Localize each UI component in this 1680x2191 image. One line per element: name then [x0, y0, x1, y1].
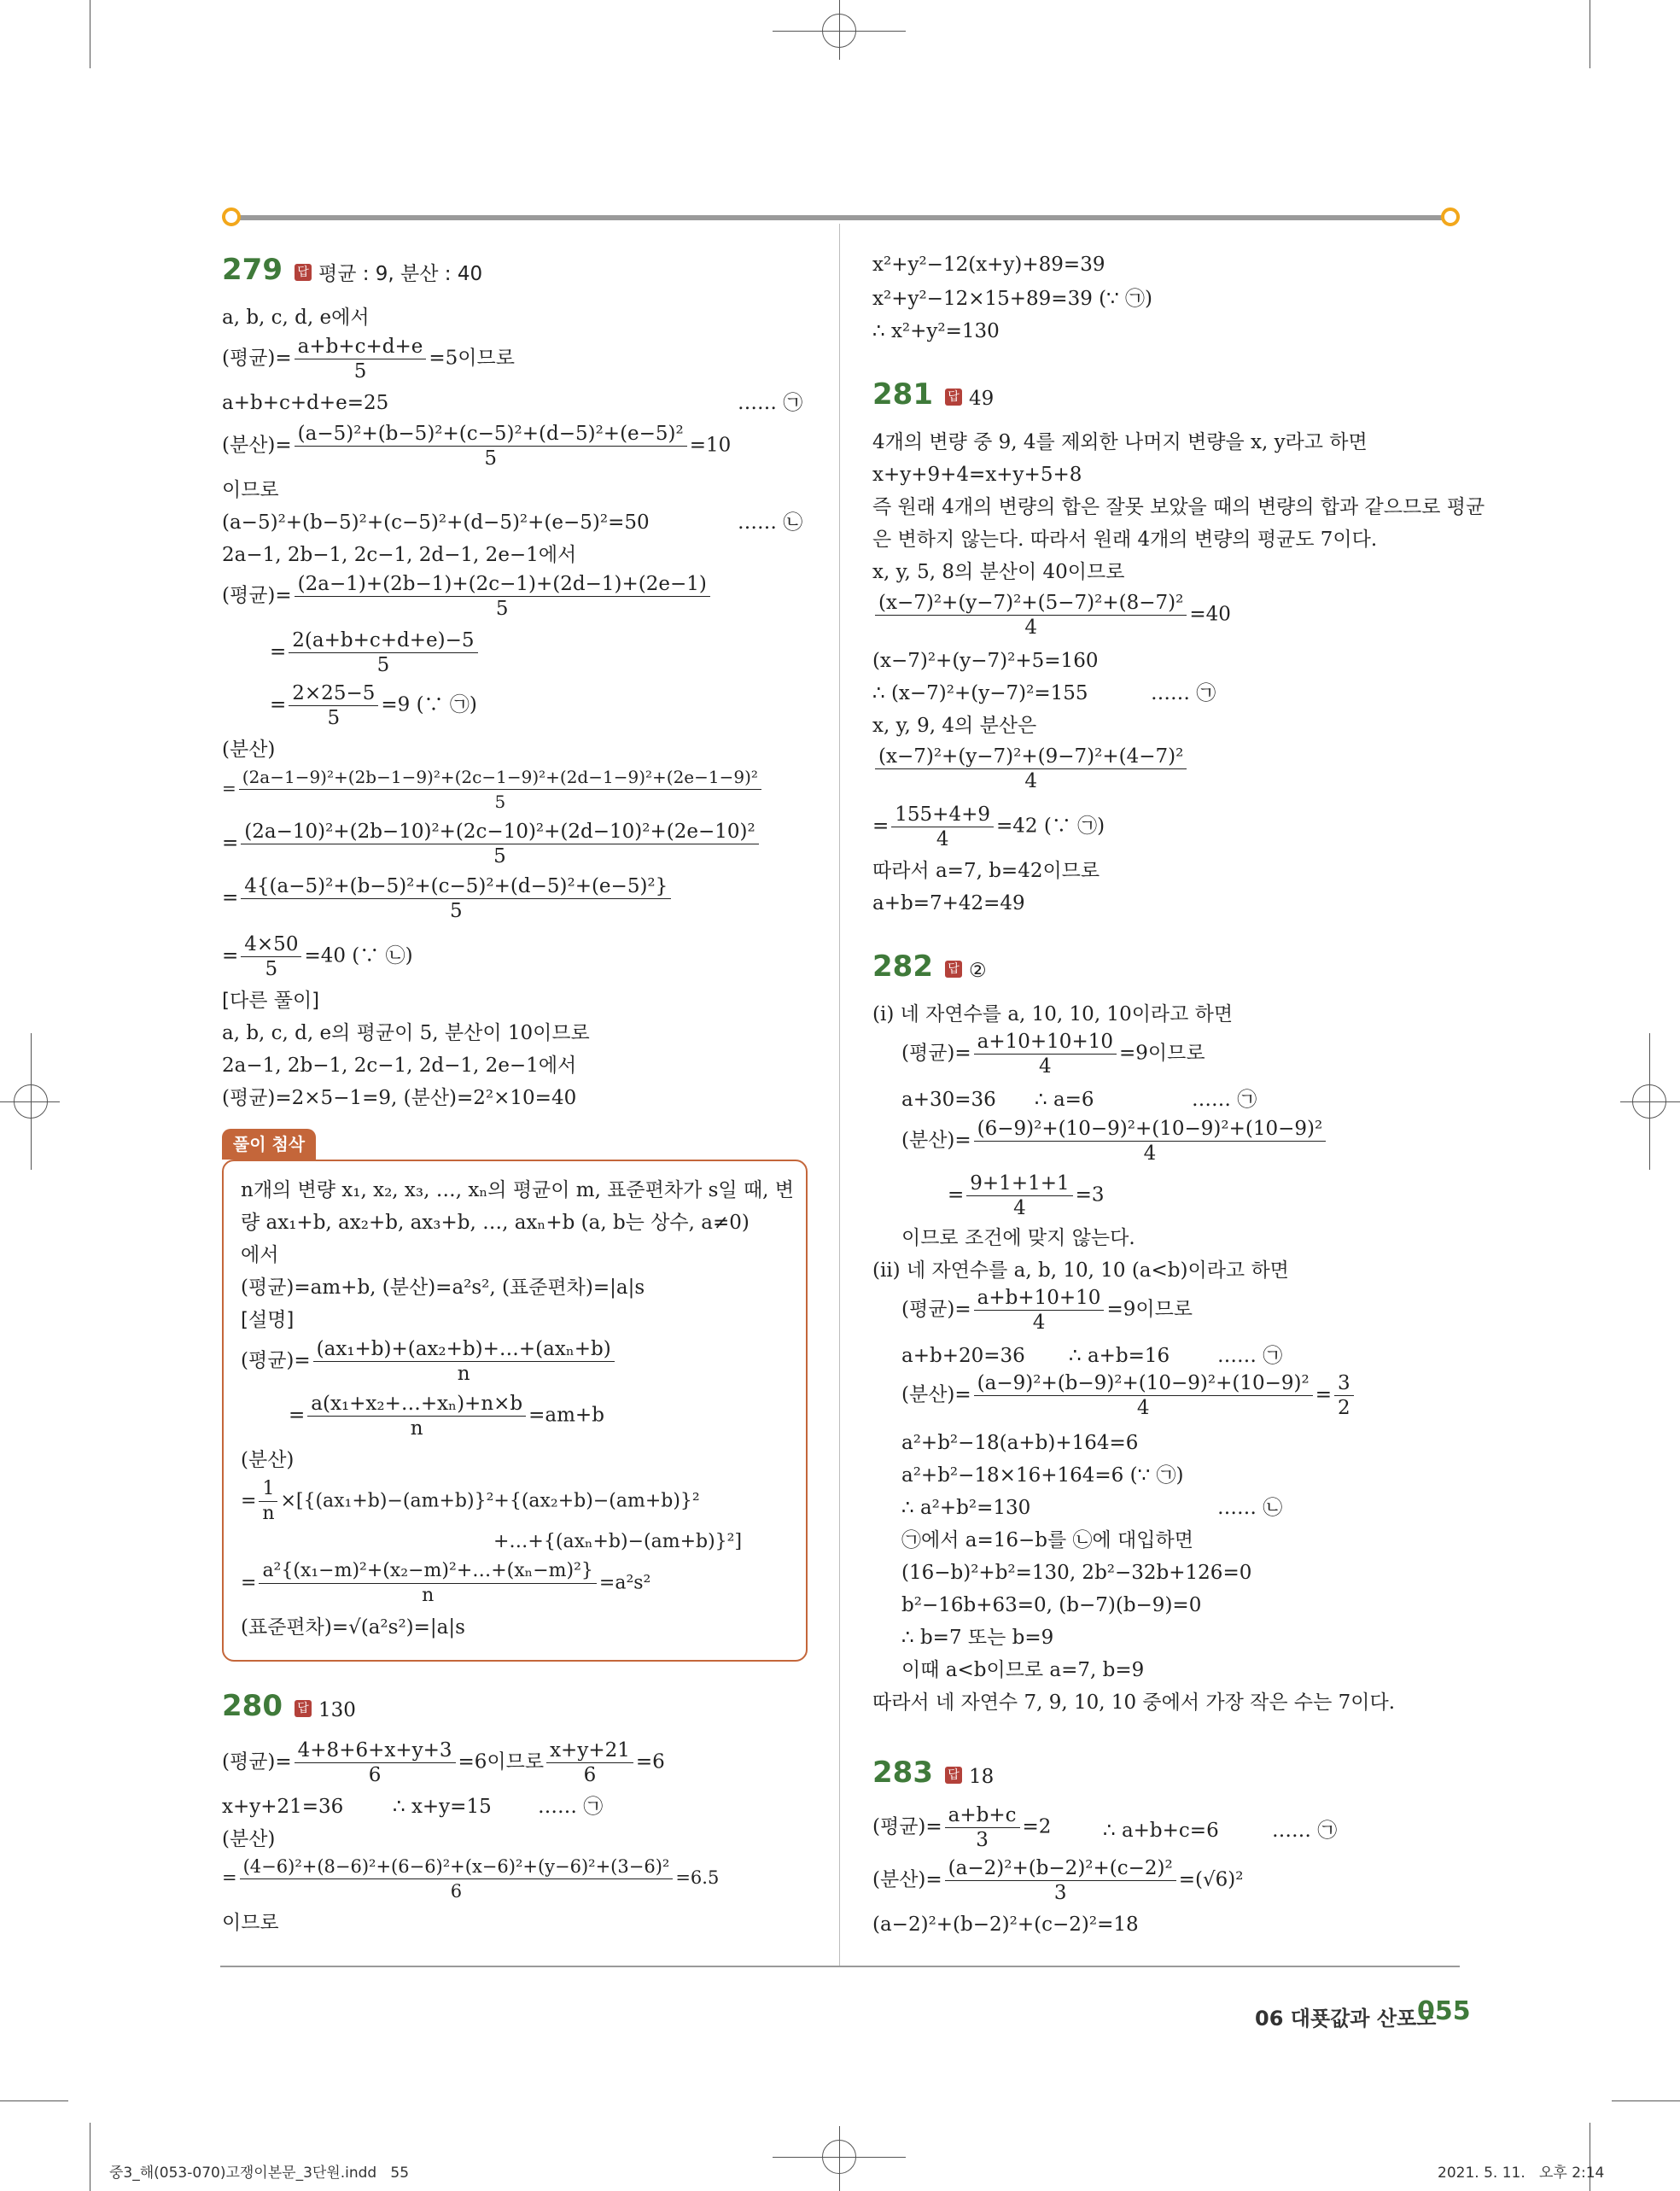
- answer-text: ②: [968, 960, 987, 982]
- text-line: (분산): [241, 1449, 295, 1471]
- text-line: n개의 변량 x₁, x₂, x₃, …, xₙ의 평균이 m, 표준편차가 s일 때, 변: [241, 1179, 795, 1201]
- text-line: 이때 a<b이므로 a=7, b=9: [901, 1659, 1145, 1681]
- denominator: 4: [1039, 1055, 1052, 1078]
- text-line: (분산): [222, 1828, 276, 1850]
- text: (평균)=: [222, 347, 292, 370]
- header-rule-dot: [222, 207, 241, 226]
- denominator: 4: [1013, 1197, 1026, 1219]
- registration-mark: [1632, 1084, 1666, 1119]
- text: =10: [689, 434, 732, 457]
- fraction: [945, 1856, 1176, 1905]
- fraction: [945, 1803, 1020, 1852]
- numerator: (2a−10)²+(2b−10)²+(2c−10)²+(2d−10)²+(2e−10)²: [241, 820, 758, 844]
- denominator: 2: [1338, 1397, 1350, 1419]
- numerator: (4−6)²+(8−6)²+(6−6)²+(x−6)²+(y−6)²+(3−6)²: [240, 1855, 674, 1879]
- text-line: a, b, c, d, e의 평균이 5, 분산이 10이므로: [222, 1022, 590, 1044]
- equation-line: [948, 1171, 1105, 1220]
- denominator: 5: [327, 707, 341, 729]
- numerator: 2(a+b+c+d+e)−5: [289, 628, 477, 653]
- problem-header-281: [872, 376, 994, 413]
- equation-line: [872, 803, 1105, 851]
- answer-text: 130: [318, 1699, 356, 1721]
- equation-line: (x−7)²+(y−7)²+5=160: [872, 650, 1099, 672]
- fraction: [974, 1117, 1327, 1166]
- text-line: 4개의 변량 중 9, 4를 제외한 나머지 변량을 x, y라고 하면: [872, 431, 1368, 453]
- problem-header-280: [222, 1687, 356, 1725]
- text-line: (분산): [222, 739, 276, 761]
- numerator: 3: [1334, 1371, 1354, 1396]
- fraction: [295, 422, 687, 470]
- text-line: (표준편차)=√(a²s²)=|a|s: [241, 1616, 465, 1639]
- equation-line: +…+{(axₙ+b)−(am+b)}²]: [493, 1531, 743, 1552]
- equation-line: [872, 591, 1231, 640]
- answer-icon: 답: [945, 389, 962, 406]
- text: =: [222, 778, 236, 798]
- denominator: 5: [484, 447, 498, 470]
- alt-solution-heading: [다른 풀이]: [222, 990, 320, 1012]
- text-line: 량 ax₁+b, ax₂+b, ax₃+b, …, axₙ+b (a, b는 상수, a≠0): [241, 1212, 750, 1234]
- text-line: (평균)=2×5−1=9, (분산)=2²×10=40: [222, 1087, 577, 1109]
- fraction: [289, 628, 477, 677]
- text: (분산)=: [222, 434, 292, 457]
- denominator: 4: [936, 828, 949, 850]
- text: (평균)=: [872, 1815, 942, 1838]
- denominator: 5: [376, 654, 390, 676]
- problem-number: 280: [222, 1689, 283, 1723]
- denominator: 5: [265, 958, 278, 980]
- denominator: 5: [449, 900, 463, 922]
- equation-line: [222, 422, 731, 470]
- equation-line: [241, 1559, 650, 1608]
- fraction: [313, 1337, 615, 1386]
- explain-heading: [설명]: [241, 1309, 295, 1331]
- denominator: 4: [1143, 1142, 1157, 1165]
- denominator: 6: [450, 1881, 463, 1902]
- fraction: [974, 1030, 1117, 1078]
- text: (평균)=: [222, 1750, 292, 1773]
- equation-line: [289, 1392, 604, 1440]
- denominator: 4: [1024, 616, 1037, 639]
- text-line: x, y, 5, 8의 분산이 40이므로: [872, 561, 1125, 583]
- fraction: [891, 803, 994, 851]
- answer-icon: 답: [295, 264, 312, 281]
- equation-line: a²+b²−18×16+164=6 (∵ ㉠): [901, 1464, 1184, 1487]
- fraction: [295, 335, 427, 383]
- answer-text: 49: [968, 388, 995, 410]
- equation-line: b²−16b+63=0, (b−7)(b−9)=0: [901, 1594, 1202, 1616]
- fraction: [241, 932, 301, 981]
- equation-line: [222, 1738, 665, 1787]
- text: (평균)=: [222, 584, 292, 607]
- text: =: [222, 886, 239, 909]
- equation-line: [222, 765, 764, 814]
- fraction: [241, 820, 758, 868]
- fraction: [259, 1477, 277, 1526]
- numerator: a+10+10+10: [974, 1030, 1117, 1055]
- text-line: a, b, c, d, e에서: [222, 307, 370, 329]
- equation-line: [222, 820, 761, 868]
- problem-header-282: [872, 948, 987, 985]
- equation-line: x+y+9+4=x+y+5+8: [872, 464, 1082, 486]
- text-line: 즉 원래 4개의 변량의 합은 잘못 보았을 때의 변량의 합과 같으므로 평균: [872, 496, 1485, 518]
- numerator: (x−7)²+(y−7)²+(5−7)²+(8−7)²: [875, 591, 1187, 616]
- text: =40: [1189, 603, 1231, 626]
- denominator: 4: [1136, 1397, 1150, 1419]
- reference-mark: …… ㉠: [738, 392, 803, 414]
- numerator: 2×25−5: [289, 681, 378, 706]
- numerator: 4+8+6+x+y+3: [295, 1738, 456, 1763]
- equation-line: (a−5)²+(b−5)²+(c−5)²+(d−5)²+(e−5)²=50: [222, 511, 650, 534]
- numerator: a+b+c+d+e: [295, 335, 427, 359]
- numerator: (a−9)²+(b−9)²+(10−9)²+(10−9)²: [974, 1371, 1313, 1396]
- numerator: x+y+21: [546, 1738, 633, 1763]
- text: =40 (∵ ㉡): [304, 944, 413, 967]
- text: =: [222, 944, 239, 967]
- text-line: 이므로: [222, 1912, 279, 1934]
- text-line: (평균)=am+b, (분산)=a²s², (표준편차)=|a|s: [241, 1277, 645, 1299]
- equation-line: [270, 628, 481, 677]
- equation-line: [901, 1117, 1328, 1166]
- problem-header-283: [872, 1754, 994, 1791]
- fraction: [289, 681, 378, 730]
- equation-line: ∴ (x−7)²+(y−7)²=155: [872, 682, 1088, 704]
- text: (분산)=: [901, 1129, 971, 1152]
- chapter-title: 06 대푯값과 산포도: [1255, 2007, 1437, 2030]
- numerator: (6−9)²+(10−9)²+(10−9)²+(10−9)²: [974, 1117, 1327, 1142]
- fraction: [1334, 1371, 1354, 1420]
- fraction: [974, 1371, 1313, 1420]
- equation-line: x+y+21=36: [222, 1796, 344, 1818]
- denominator: n: [457, 1363, 470, 1385]
- equation-line: [901, 1286, 1193, 1335]
- denominator: 3: [976, 1829, 989, 1851]
- equation-line: a+b=7+42=49: [872, 892, 1025, 914]
- equation-line: [222, 572, 713, 621]
- text: =: [289, 1404, 306, 1427]
- denominator: 5: [353, 360, 367, 383]
- problem-number: 279: [222, 253, 283, 287]
- problem-header-279: [222, 251, 482, 289]
- equation-line: a+b+20=36: [901, 1345, 1025, 1367]
- text: =3: [1075, 1183, 1105, 1207]
- text: (평균)=: [241, 1349, 311, 1372]
- text-line: 은 변하지 않는다. 따라서 원래 4개의 변량의 평균도 7이다.: [872, 529, 1378, 551]
- denominator: 4: [1024, 770, 1037, 792]
- numerator: 4×50: [241, 932, 301, 957]
- reference-mark: …… ㉠: [538, 1796, 604, 1818]
- column-divider: [839, 224, 840, 1966]
- equation-line: [872, 1803, 1051, 1852]
- text-line: 에서: [241, 1244, 279, 1266]
- numerator: (2a−1−9)²+(2b−1−9)²+(2c−1−9)²+(2d−1−9)²+(2e−1−9)²: [239, 765, 761, 790]
- reference-mark: …… ㉠: [1151, 682, 1216, 704]
- numerator: a(x₁+x₂+…+xₙ)+n×b: [307, 1392, 526, 1417]
- equation-line: (16−b)²+b²=130, 2b²−32b+126=0: [901, 1562, 1252, 1584]
- fraction: [966, 1171, 1072, 1220]
- fraction: [239, 765, 761, 814]
- text-line: (ⅰ) 네 자연수를 a, 10, 10, 10이라고 하면: [872, 1003, 1234, 1025]
- equation-line: [241, 1477, 700, 1526]
- numerator: (a−5)²+(b−5)²+(c−5)²+(d−5)²+(e−5)²: [295, 422, 687, 447]
- denominator: 6: [368, 1764, 382, 1786]
- text: (분산)=: [901, 1383, 971, 1406]
- text-line: 이므로 조건에 맞지 않는다.: [901, 1227, 1135, 1249]
- reference-mark: …… ㉠: [1217, 1345, 1283, 1367]
- registration-mark: [822, 2140, 856, 2174]
- text-line: 2a−1, 2b−1, 2c−1, 2d−1, 2e−1에서: [222, 544, 577, 566]
- equation-line: ∴ a²+b²=130: [901, 1497, 1031, 1519]
- denominator: n: [422, 1585, 435, 1606]
- reference-mark: …… ㉡: [1217, 1497, 1283, 1519]
- equation-line: ∴ a+b=16: [1069, 1345, 1170, 1367]
- text: =: [1315, 1383, 1333, 1406]
- equation-line: (a−2)²+(b−2)²+(c−2)²=18: [872, 1913, 1139, 1936]
- text: =: [222, 832, 239, 855]
- text: =9 (∵ ㉠): [381, 693, 477, 716]
- crop-mark: [1612, 2100, 1680, 2101]
- text: =6.5: [675, 1867, 720, 1888]
- footer-rule: [220, 1966, 1460, 1967]
- file-name: 중3_해(053-070)고쟁이본문_3단원.indd 55: [109, 2165, 410, 2182]
- fraction: [875, 745, 1187, 793]
- equation-line: x²+y²−12×15+89=39 (∵ ㉠): [872, 288, 1153, 310]
- text: =: [948, 1183, 965, 1207]
- text: =42 (∵ ㉠): [996, 815, 1105, 838]
- text-line: 따라서 네 자연수 7, 9, 10, 10 중에서 가장 작은 수는 7이다.: [872, 1691, 1396, 1714]
- equation-line: ∴ x²+y²=130: [872, 320, 1000, 342]
- text-line: x, y, 9, 4의 분산은: [872, 715, 1037, 737]
- numerator: a+b+10+10: [974, 1286, 1105, 1311]
- numerator: a+b+c: [945, 1803, 1020, 1828]
- problem-number: 283: [872, 1756, 933, 1790]
- print-datetime: 2021. 5. 11. 오후 2:14: [1438, 2165, 1605, 2182]
- equation-line: [222, 335, 515, 383]
- equation-line: [901, 1371, 1356, 1420]
- text: =: [241, 1572, 257, 1594]
- numerator: (a−2)²+(b−2)²+(c−2)²: [945, 1856, 1176, 1881]
- equation-line: [901, 1030, 1205, 1078]
- equation-line: a+30=36: [901, 1089, 996, 1111]
- crop-mark: [0, 2100, 68, 2101]
- text: =: [872, 815, 890, 838]
- text: =(√6)²: [1178, 1868, 1244, 1891]
- text: =6: [635, 1750, 665, 1773]
- text-line: 2a−1, 2b−1, 2c−1, 2d−1, 2e−1에서: [222, 1055, 577, 1077]
- text-line: 이므로: [222, 479, 279, 501]
- problem-number: 282: [872, 949, 933, 984]
- text: =: [270, 640, 287, 663]
- equation-line: [222, 932, 413, 981]
- text: (분산)=: [872, 1868, 942, 1891]
- text: =2: [1022, 1815, 1052, 1838]
- text-line: ㉠에서 a=16−b를 ㉡에 대입하면: [901, 1529, 1193, 1551]
- fraction: [241, 874, 671, 923]
- equation-line: [872, 1856, 1243, 1905]
- text: =am+b: [528, 1404, 604, 1427]
- denominator: 5: [493, 845, 506, 868]
- registration-mark: [822, 14, 856, 48]
- registration-mark: [14, 1084, 48, 1119]
- page-number: 055: [1417, 1996, 1471, 2026]
- fraction: [307, 1392, 526, 1440]
- reference-mark: …… ㉠: [1272, 1820, 1338, 1842]
- equation-line: a+b+c+d+e=25: [222, 392, 389, 414]
- text-line: 따라서 a=7, b=42이므로: [872, 860, 1100, 882]
- answer-text: 평균 : 9, 분산 : 40: [318, 263, 483, 285]
- text: =: [270, 693, 287, 716]
- fraction: [546, 1738, 633, 1787]
- text: =6이므로: [458, 1750, 545, 1773]
- answer-icon: 답: [945, 1767, 962, 1784]
- fraction: [240, 1855, 674, 1903]
- text: (평균)=: [901, 1298, 971, 1321]
- header-rule-dot: [1441, 207, 1460, 226]
- text: =9이므로: [1118, 1042, 1205, 1065]
- fraction: [295, 1738, 456, 1787]
- text-line: (ⅱ) 네 자연수를 a, b, 10, 10 (a<b)이라고 하면: [872, 1259, 1289, 1282]
- equation-line: ∴ a=6: [1035, 1089, 1094, 1111]
- denominator: 5: [494, 792, 506, 812]
- tip-box-tag: 풀이 첨삭: [222, 1129, 316, 1160]
- fraction: [295, 572, 710, 621]
- header-rule: [232, 215, 1448, 220]
- fraction: [974, 1286, 1105, 1335]
- equation-line: [241, 1337, 617, 1386]
- equation-line: ∴ a+b+c=6: [1103, 1820, 1219, 1842]
- equation-line: ∴ x+y=15: [393, 1796, 492, 1818]
- numerator: (x−7)²+(y−7)²+(9−7)²+(4−7)²: [875, 745, 1187, 769]
- text: =: [222, 1867, 237, 1888]
- denominator: n: [410, 1417, 423, 1440]
- denominator: 5: [495, 598, 509, 620]
- equation-line: a²+b²−18(a+b)+164=6: [901, 1432, 1139, 1454]
- numerator: (2a−1)+(2b−1)+(2c−1)+(2d−1)+(2e−1): [295, 572, 710, 597]
- text: =5이므로: [429, 347, 515, 370]
- text: =: [241, 1490, 257, 1512]
- fraction: [875, 591, 1187, 640]
- denominator: 6: [583, 1764, 597, 1786]
- answer-text: 18: [968, 1766, 995, 1788]
- equation-line: [872, 745, 1189, 793]
- problem-number: 281: [872, 377, 933, 412]
- reference-mark: …… ㉠: [1192, 1089, 1257, 1111]
- reference-mark: …… ㉡: [738, 511, 803, 534]
- denominator: 4: [1032, 1312, 1046, 1334]
- numerator: 1: [259, 1477, 277, 1502]
- answer-icon: 답: [295, 1700, 312, 1717]
- denominator: 3: [1053, 1882, 1067, 1904]
- numerator: 4{(a−5)²+(b−5)²+(c−5)²+(d−5)²+(e−5)²}: [241, 874, 671, 899]
- text: =a²s²: [598, 1572, 651, 1594]
- text: =9이므로: [1106, 1298, 1193, 1321]
- text: (평균)=: [901, 1042, 971, 1065]
- equation-line: x²+y²−12(x+y)+89=39: [872, 254, 1105, 276]
- equation-line: [222, 874, 674, 923]
- text: ×[{(ax₁+b)−(am+b)}²+{(ax₂+b)−(am+b)}²: [280, 1490, 700, 1512]
- denominator: n: [262, 1503, 275, 1524]
- answer-icon: 답: [945, 961, 962, 978]
- numerator: (ax₁+b)+(ax₂+b)+…+(axₙ+b): [313, 1337, 615, 1362]
- numerator: a²{(x₁−m)²+(x₂−m)²+…+(xₙ−m)²}: [259, 1559, 596, 1584]
- fraction: [259, 1559, 596, 1608]
- numerator: 9+1+1+1: [966, 1171, 1072, 1196]
- equation-line: [222, 1855, 719, 1903]
- numerator: 155+4+9: [891, 803, 994, 827]
- equation-line: [270, 681, 477, 730]
- equation-line: ∴ b=7 또는 b=9: [901, 1627, 1054, 1649]
